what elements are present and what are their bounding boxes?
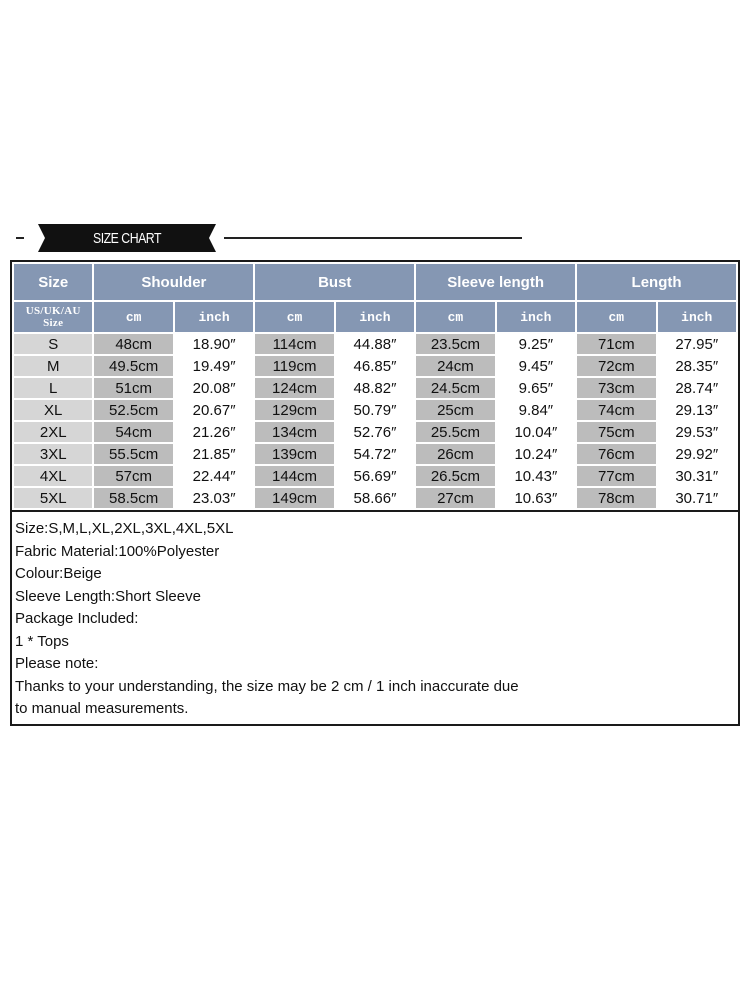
- sleeve-inch-cell: 10.04″: [497, 422, 575, 442]
- length-cm-cell: 73cm: [577, 378, 655, 398]
- size-table: [12, 262, 738, 510]
- length-cm-cell: 76cm: [577, 444, 655, 464]
- bust-inch-cell: 46.85″: [336, 356, 414, 376]
- note-accuracy-line-1: Thanks to your understanding, the size may be 2 cm / 1 inch inaccurate due: [15, 677, 519, 695]
- bust-inch-cell: 54.72″: [336, 444, 414, 464]
- header-length: Length: [577, 264, 736, 300]
- sleeve-inch-cell: 9.45″: [497, 356, 575, 376]
- shoulder-cm-cell: 57cm: [94, 466, 172, 486]
- length-cm-cell: 75cm: [577, 422, 655, 442]
- length-cm-cell: 74cm: [577, 400, 655, 420]
- bust-cm-cell: 134cm: [255, 422, 333, 442]
- sleeve-inch-cell: 10.24″: [497, 444, 575, 464]
- size-cell: S: [14, 334, 92, 354]
- banner-ribbon: [38, 224, 216, 252]
- sleeve-inch-cell: 9.25″: [497, 334, 575, 354]
- length-inch-cell: 28.35″: [658, 356, 736, 376]
- note-sizes: Size:S,M,L,XL,2XL,3XL,4XL,5XL: [15, 520, 234, 537]
- banner-dash: [16, 237, 24, 239]
- note-accuracy-line-2: to manual measurements.: [15, 700, 189, 717]
- length-cm-cell: 78cm: [577, 488, 655, 508]
- length-cm-cell: 72cm: [577, 356, 655, 376]
- header-bust: Bust: [255, 264, 414, 300]
- table-row: [14, 334, 736, 354]
- note-fabric: Fabric Material:100%Polyester: [15, 542, 220, 560]
- size-cell: 2XL: [14, 422, 92, 442]
- shoulder-cm-cell: 54cm: [94, 422, 172, 442]
- sleeve-cm-cell: 26cm: [416, 444, 494, 464]
- shoulder-inch-cell: 23.03″: [175, 488, 253, 508]
- size-chart: [10, 260, 740, 726]
- sleeve-cm-cell: 23.5cm: [416, 334, 494, 354]
- bust-cm-cell: 119cm: [255, 356, 333, 376]
- length-inch-cell: 28.74″: [658, 378, 736, 398]
- sleeve-inch-cell: 9.84″: [497, 400, 575, 420]
- sleeve-inch-cell: 10.63″: [497, 488, 575, 508]
- unit-shoulder-inch: inch: [175, 302, 253, 332]
- shoulder-cm-cell: 48cm: [94, 334, 172, 354]
- note-colour: Colour:Beige: [15, 565, 102, 582]
- header-row: [14, 264, 736, 300]
- size-cell: M: [14, 356, 92, 376]
- length-inch-cell: 29.53″: [658, 422, 736, 442]
- shoulder-cm-cell: 52.5cm: [94, 400, 172, 420]
- bust-cm-cell: 124cm: [255, 378, 333, 398]
- bust-inch-cell: 56.69″: [336, 466, 414, 486]
- banner-rule: [224, 237, 522, 239]
- size-unit-line-2: Size: [43, 317, 64, 329]
- length-inch-cell: 27.95″: [658, 334, 736, 354]
- shoulder-cm-cell: 55.5cm: [94, 444, 172, 464]
- length-cm-cell: 71cm: [577, 334, 655, 354]
- size-cell: L: [14, 378, 92, 398]
- bust-cm-cell: 114cm: [255, 334, 333, 354]
- unit-sleeve-cm: cm: [416, 302, 494, 332]
- size-cell: 3XL: [14, 444, 92, 464]
- shoulder-inch-cell: 19.49″: [175, 356, 253, 376]
- bust-inch-cell: 52.76″: [336, 422, 414, 442]
- bust-cm-cell: 144cm: [255, 466, 333, 486]
- bust-inch-cell: 48.82″: [336, 378, 414, 398]
- sleeve-inch-cell: 10.43″: [497, 466, 575, 486]
- sleeve-cm-cell: 26.5cm: [416, 466, 494, 486]
- sleeve-cm-cell: 24cm: [416, 356, 494, 376]
- shoulder-cm-cell: 49.5cm: [94, 356, 172, 376]
- bust-cm-cell: 129cm: [255, 400, 333, 420]
- table-row: [14, 422, 736, 442]
- shoulder-inch-cell: 22.44″: [175, 466, 253, 486]
- table-row: [14, 444, 736, 464]
- length-inch-cell: 29.13″: [658, 400, 736, 420]
- header-size-unit: [14, 302, 92, 332]
- size-cell: 5XL: [14, 488, 92, 508]
- note-sleeve-length: Sleeve Length:Short Sleeve: [15, 587, 201, 605]
- sleeve-cm-cell: 27cm: [416, 488, 494, 508]
- sleeve-cm-cell: 24.5cm: [416, 378, 494, 398]
- shoulder-cm-cell: 51cm: [94, 378, 172, 398]
- shoulder-cm-cell: 58.5cm: [94, 488, 172, 508]
- size-unit-line-1: US/UK/AU: [25, 305, 81, 317]
- unit-length-cm: cm: [577, 302, 655, 332]
- unit-row: [14, 302, 736, 332]
- table-row: [14, 378, 736, 398]
- header-sleeve-length: Sleeve length: [416, 264, 575, 300]
- length-inch-cell: 29.92″: [658, 444, 736, 464]
- product-notes: [12, 510, 738, 724]
- bust-cm-cell: 149cm: [255, 488, 333, 508]
- shoulder-inch-cell: 20.67″: [175, 400, 253, 420]
- unit-shoulder-cm: cm: [94, 302, 172, 332]
- banner-title: SIZE CHART: [93, 230, 161, 247]
- note-package-label: Package Included:: [15, 610, 139, 627]
- sleeve-inch-cell: 9.65″: [497, 378, 575, 398]
- shoulder-inch-cell: 20.08″: [175, 378, 253, 398]
- table-row: [14, 466, 736, 486]
- note-please-note: Please note:: [15, 655, 99, 672]
- table-row: [14, 356, 736, 376]
- header-shoulder: Shoulder: [94, 264, 253, 300]
- note-package-item: 1 * Tops: [15, 632, 69, 650]
- shoulder-inch-cell: 21.26″: [175, 422, 253, 442]
- length-cm-cell: 77cm: [577, 466, 655, 486]
- shoulder-inch-cell: 21.85″: [175, 444, 253, 464]
- length-inch-cell: 30.71″: [658, 488, 736, 508]
- shoulder-inch-cell: 18.90″: [175, 334, 253, 354]
- bust-inch-cell: 58.66″: [336, 488, 414, 508]
- sleeve-cm-cell: 25cm: [416, 400, 494, 420]
- header-size: Size: [14, 264, 92, 300]
- length-inch-cell: 30.31″: [658, 466, 736, 486]
- bust-inch-cell: 44.88″: [336, 334, 414, 354]
- unit-bust-cm: cm: [255, 302, 333, 332]
- unit-sleeve-inch: inch: [497, 302, 575, 332]
- table-row: [14, 488, 736, 508]
- sleeve-cm-cell: 25.5cm: [416, 422, 494, 442]
- size-cell: 4XL: [14, 466, 92, 486]
- unit-length-inch: inch: [658, 302, 736, 332]
- size-cell: XL: [14, 400, 92, 420]
- unit-bust-inch: inch: [336, 302, 414, 332]
- table-row: [14, 400, 736, 420]
- bust-cm-cell: 139cm: [255, 444, 333, 464]
- bust-inch-cell: 50.79″: [336, 400, 414, 420]
- size-chart-banner: [10, 220, 530, 256]
